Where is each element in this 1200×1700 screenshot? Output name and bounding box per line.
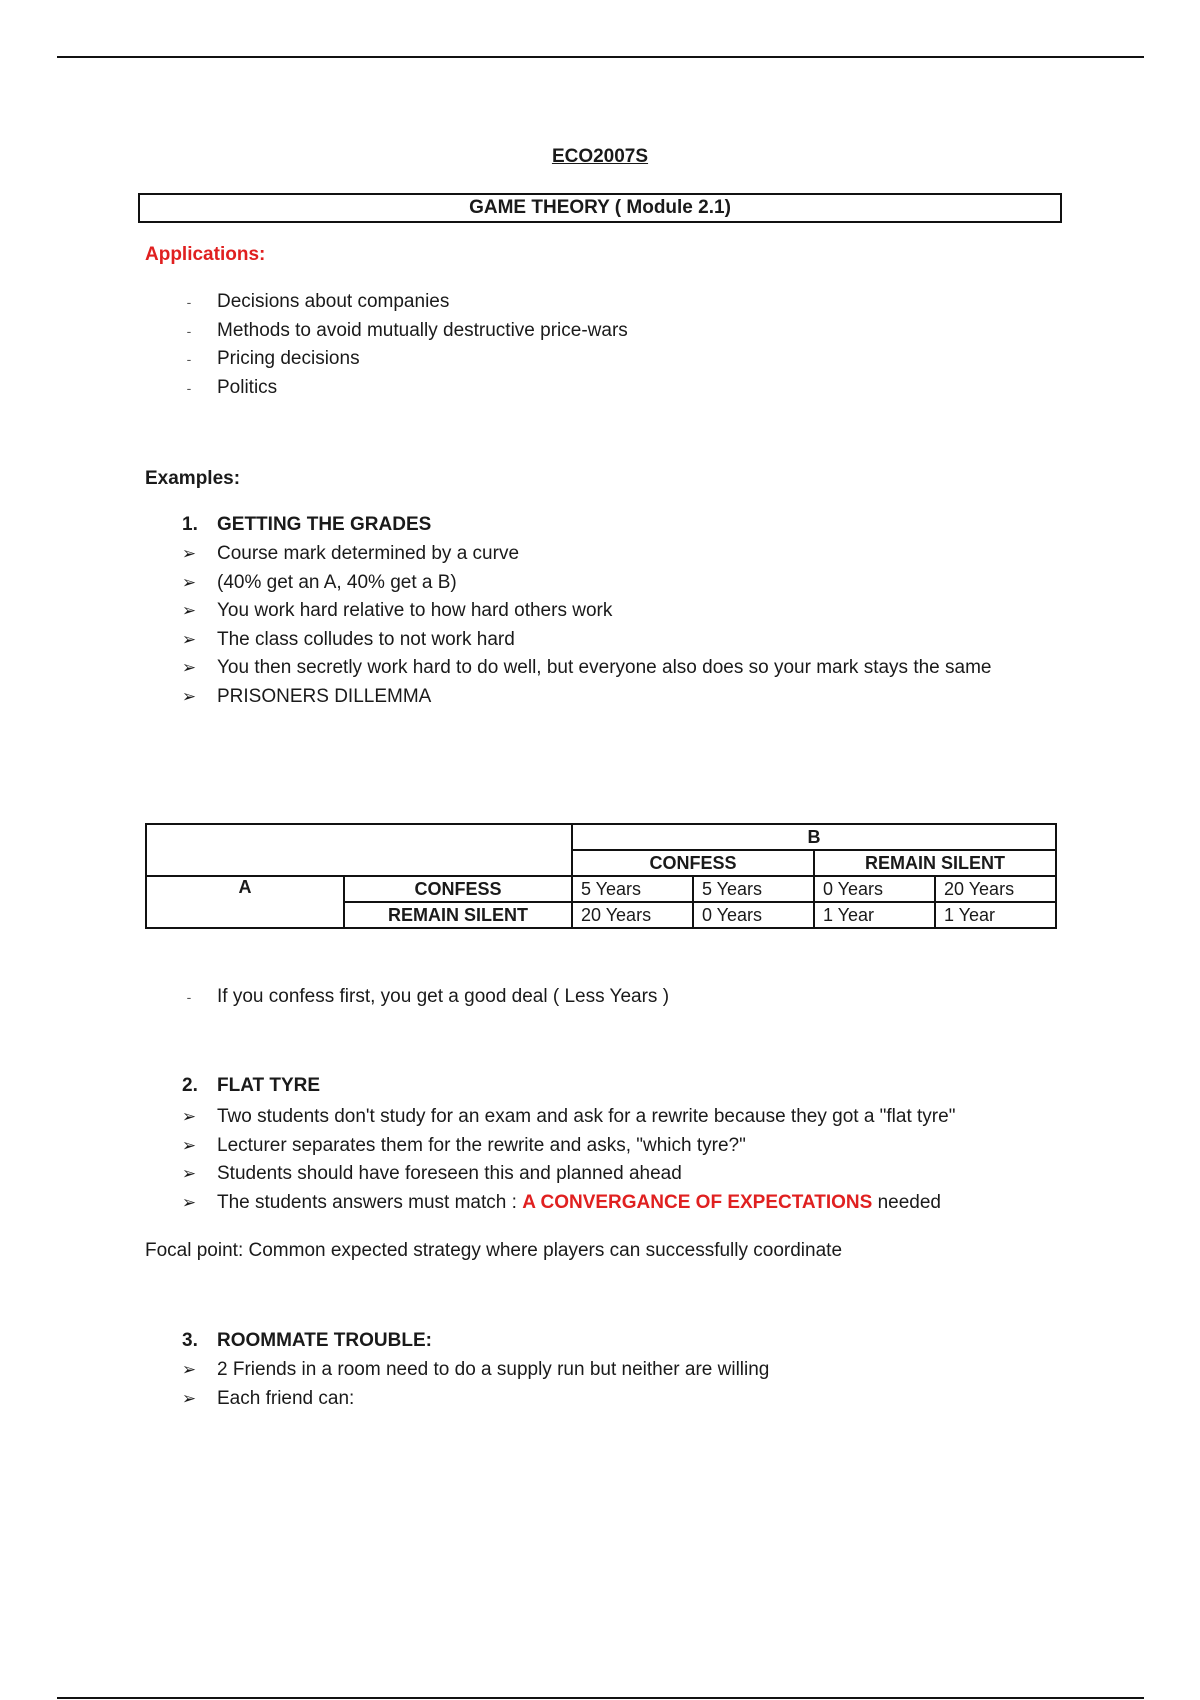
arrow-bullet-icon: ➢	[181, 1107, 197, 1126]
arrow-bullet-icon: ➢	[181, 1164, 197, 1183]
table-cell: 0 Years	[814, 876, 935, 902]
dash-bullet-icon: -	[186, 294, 192, 310]
column-header-confess: CONFESS	[572, 850, 814, 876]
arrow-bullet-icon: ➢	[181, 658, 197, 677]
player-b-label: B	[572, 824, 1056, 850]
arrow-bullet-icon: ➢	[181, 544, 197, 563]
row-header-remain-silent: REMAIN SILENT	[344, 902, 572, 928]
dash-bullet-icon: -	[186, 351, 192, 367]
top-rule	[57, 56, 1144, 58]
course-code: ECO2007S	[551, 146, 649, 167]
table-cell: 5 Years	[693, 876, 814, 902]
examples-heading: Examples:	[145, 468, 241, 489]
player-a-label: A	[146, 876, 344, 928]
arrow-bullet-icon: ➢	[181, 686, 197, 706]
dash-bullet-icon: -	[186, 322, 192, 339]
bottom-rule	[57, 1697, 1144, 1699]
table-corner-cell	[146, 824, 572, 876]
dash-bullet-icon: -	[186, 379, 192, 396]
table-cell: 20 Years	[935, 876, 1056, 902]
arrow-bullet-icon: ➢	[181, 572, 197, 592]
table-cell: 1 Year	[814, 902, 935, 928]
table-row	[146, 876, 1056, 902]
row-header-confess: CONFESS	[344, 876, 572, 902]
page-title: GAME THEORY ( Module 2.1)	[138, 193, 1062, 223]
applications-heading: Applications:	[145, 244, 266, 265]
column-header-remain-silent: REMAIN SILENT	[814, 850, 1056, 876]
table-cell: 1 Year	[935, 902, 1056, 928]
table-cell: 20 Years	[572, 902, 693, 928]
dash-bullet-icon: -	[186, 989, 192, 1005]
arrow-bullet-icon: ➢	[181, 1360, 197, 1379]
arrow-bullet-icon: ➢	[181, 1192, 197, 1212]
arrow-bullet-icon: ➢	[181, 1388, 197, 1408]
table-cell: 5 Years	[572, 876, 693, 902]
arrow-bullet-icon: ➢	[181, 1135, 197, 1155]
convergence-highlight: A CONVERGANCE OF EXPECTATIONS	[522, 1191, 873, 1213]
focal-point-text: Focal point: Common expected strategy where players can successfully coordinate	[145, 1240, 843, 1261]
arrow-bullet-icon: ➢	[181, 601, 197, 620]
arrow-bullet-icon: ➢	[181, 629, 197, 649]
table-cell: 0 Years	[693, 902, 814, 928]
payoff-table	[145, 823, 1057, 929]
table-row	[146, 824, 1056, 850]
